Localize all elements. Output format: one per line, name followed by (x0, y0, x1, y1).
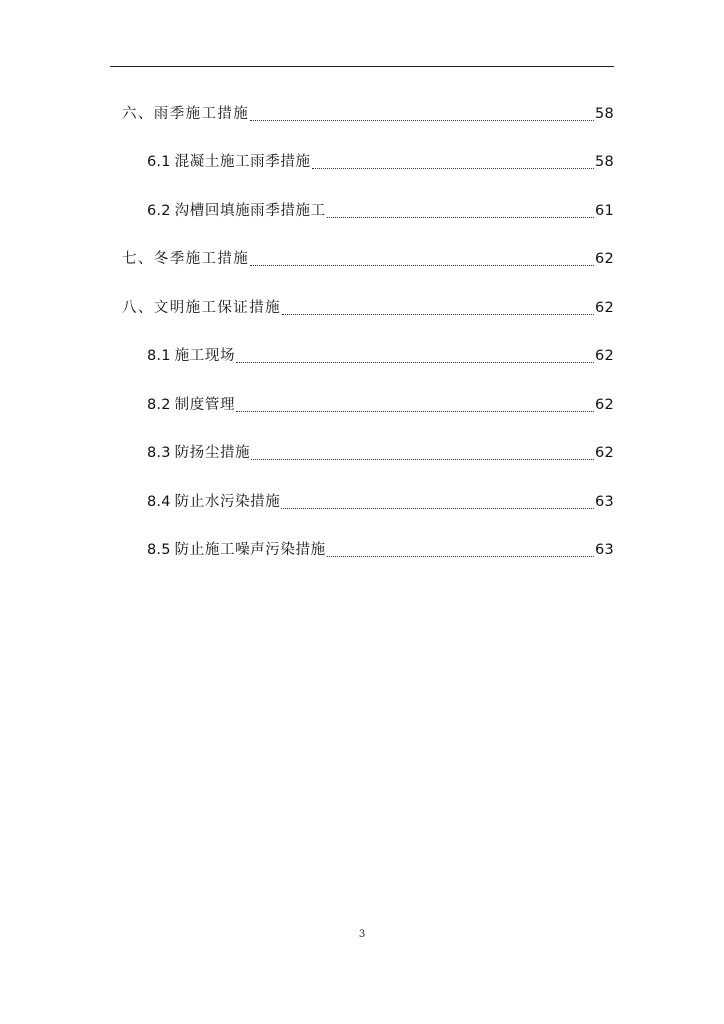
toc-entry[interactable] (122, 249, 614, 269)
dot-leader (281, 508, 594, 509)
toc-entry-page: 62 (594, 348, 614, 364)
toc-entry[interactable] (147, 346, 614, 366)
toc-entry-page: 58 (594, 106, 614, 122)
toc-entry-title: 六、雨季施工措施 (122, 106, 250, 122)
toc-entry-number: 8.5 (147, 542, 171, 558)
dot-leader (250, 120, 594, 121)
toc-entry-title: 制度管理 (174, 397, 236, 413)
toc-entry[interactable] (147, 395, 614, 415)
dot-leader (251, 459, 594, 460)
dot-leader (312, 168, 594, 169)
toc-entry-page: 61 (594, 203, 614, 219)
toc-entry-title: 防止施工噪声污染措施 (174, 542, 326, 558)
toc-entry[interactable] (147, 443, 614, 463)
toc-entry-title: 七、冬季施工措施 (122, 251, 250, 267)
toc-entry-title: 施工现场 (174, 348, 236, 364)
toc-entry-page: 63 (594, 542, 614, 558)
toc-entry-number: 8.3 (147, 445, 171, 461)
toc-entry[interactable] (122, 104, 614, 124)
toc-entry-page: 62 (594, 445, 614, 461)
toc-entry-number: 8.4 (147, 494, 171, 510)
toc-entry-title: 混凝土施工雨季措施 (174, 154, 311, 170)
dot-leader (327, 556, 594, 557)
toc-entry[interactable] (147, 201, 614, 221)
toc-entry[interactable] (122, 298, 614, 318)
toc-entry-page: 62 (594, 251, 614, 267)
toc-entry-number: 8.1 (147, 348, 171, 364)
toc-entry[interactable] (147, 152, 614, 172)
toc-entry-page: 63 (594, 494, 614, 510)
toc-entry-title: 八、文明施工保证措施 (122, 300, 281, 316)
toc-entry-page: 62 (594, 397, 614, 413)
toc-entry-title: 防扬尘措施 (174, 445, 251, 461)
toc-entry-title: 沟槽回填施雨季措施工 (174, 203, 326, 219)
toc-entry-page: 62 (594, 300, 614, 316)
toc-entry-number: 6.1 (147, 154, 171, 170)
page-number: 3 (358, 929, 366, 940)
dot-leader (282, 314, 594, 315)
dot-leader (236, 362, 594, 363)
toc-entry-page: 58 (594, 154, 614, 170)
toc-entry-number: 8.2 (147, 397, 171, 413)
toc-entry[interactable] (147, 540, 614, 560)
dot-leader (327, 217, 594, 218)
toc-entry[interactable] (147, 492, 614, 512)
toc-entry-number: 6.2 (147, 203, 171, 219)
dot-leader (236, 411, 594, 412)
toc-entry-title: 防止水污染措施 (174, 494, 281, 510)
header-rule (110, 66, 614, 67)
dot-leader (250, 265, 594, 266)
